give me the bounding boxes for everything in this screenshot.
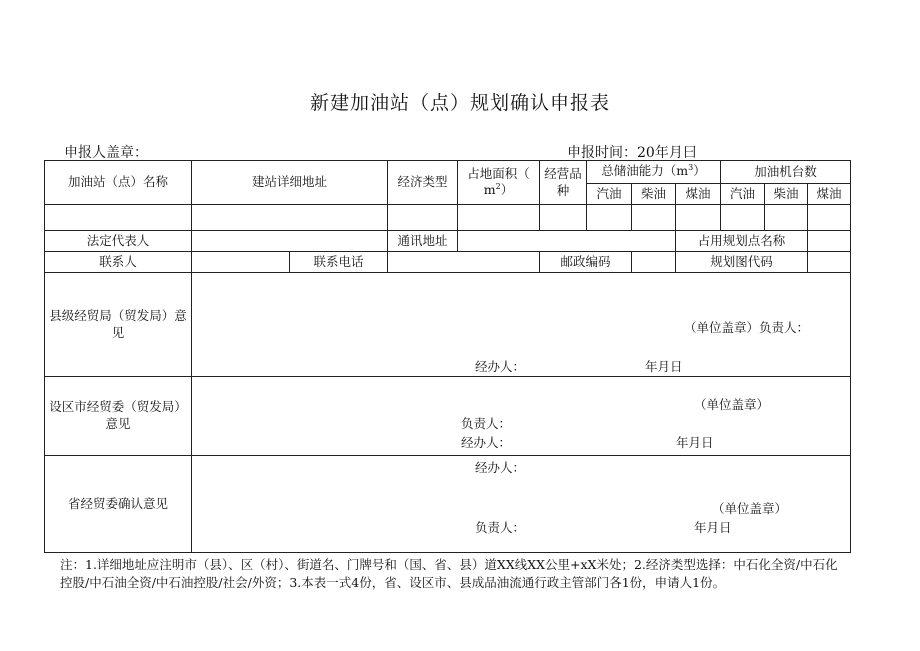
county-opinion-area[interactable] <box>192 273 851 377</box>
contact-label: 联系人 <box>45 252 192 273</box>
county-seal-label: （单位盖章）负责人： <box>684 320 810 335</box>
pumps-gasoline-input[interactable] <box>721 205 765 231</box>
col-address: 建站详细地址 <box>192 161 388 205</box>
province-seal-label: （单位盖章） <box>712 501 788 516</box>
pumps-diesel: 柴油 <box>765 184 808 205</box>
planning-point-input[interactable] <box>808 231 851 252</box>
county-opinion-label: 县级经贸局（贸发局）意见 <box>45 273 192 377</box>
province-date-label: 年月日 <box>694 520 732 535</box>
phone-input[interactable] <box>388 252 540 273</box>
province-handler-label: 经办人： <box>475 460 526 475</box>
col-pumps: 加油机台数 <box>721 161 851 184</box>
storage-kerosene-input[interactable] <box>676 205 721 231</box>
form-title: 新建加油站（点）规划确认申报表 <box>309 92 610 114</box>
city-date-label: 年月日 <box>676 435 714 450</box>
province-opinion-area[interactable] <box>192 456 851 553</box>
col-storage: 总储油能力$(m^3)$ <box>587 161 721 184</box>
econ-type-input[interactable] <box>388 205 458 231</box>
application-form-table <box>44 160 851 553</box>
city-seal-label: （单位盖章） <box>694 397 770 412</box>
map-code-input[interactable] <box>808 252 851 273</box>
pumps-kerosene-input[interactable] <box>808 205 851 231</box>
county-date-label: 年月日 <box>645 359 683 374</box>
postcode-input[interactable] <box>632 252 676 273</box>
col-business-type: 经营品种 <box>540 161 587 205</box>
legal-rep-input[interactable] <box>192 231 388 252</box>
province-responsible-label: 负责人： <box>475 520 526 535</box>
legal-rep-label: 法定代表人 <box>45 231 192 252</box>
storage-diesel: 柴油 <box>632 184 676 205</box>
address-input[interactable] <box>192 205 388 231</box>
pumps-diesel-input[interactable] <box>765 205 808 231</box>
postcode-label: 邮政编码 <box>540 252 632 273</box>
col-econ-type: 经济类型 <box>388 161 458 205</box>
data-entry-row <box>45 205 851 231</box>
pumps-gasoline: 汽油 <box>721 184 765 205</box>
county-handler-label: 经办人： <box>475 359 526 374</box>
map-code-label: 规划图代码 <box>676 252 808 273</box>
station-name-input[interactable] <box>45 205 192 231</box>
col-area: 占地面积（ $m^2$） <box>458 161 540 205</box>
storage-gasoline: 汽油 <box>587 184 632 205</box>
application-date: 申报时间：20年月曰 <box>567 145 697 161</box>
mail-addr-input[interactable] <box>458 231 676 252</box>
footnote: 注：1.详细地址应注明市（县）、区（村）、街道名、门牌号和（国、省、县）道XX线XX公里+xX米处；2.经济类型选择：中石化全资/中石化控股/中石油全资/中石油控股/社会/外资；3.本表一式4份，省、设区市、县成品油流通行政主管部门各1份，申请人1份。 <box>60 557 838 590</box>
mail-addr-label: 通讯地址 <box>388 231 458 252</box>
storage-diesel-input[interactable] <box>632 205 676 231</box>
storage-kerosene: 煤油 <box>676 184 721 205</box>
city-opinion-area[interactable] <box>192 377 851 456</box>
city-responsible-label: 负责人： <box>461 416 512 431</box>
storage-gasoline-input[interactable] <box>587 205 632 231</box>
area-input[interactable] <box>458 205 540 231</box>
pumps-kerosene: 煤油 <box>808 184 851 205</box>
applicant-seal-label: 申报人盖章： <box>64 145 148 161</box>
business-type-input[interactable] <box>540 205 587 231</box>
contact-input[interactable] <box>192 252 290 273</box>
planning-point-label: 占用规划点名称 <box>676 231 808 252</box>
col-station-name: 加油站（点）名称 <box>45 161 192 205</box>
phone-label: 联系电话 <box>290 252 388 273</box>
city-opinion-label: 设区市经贸委（贸发局）意见 <box>45 377 192 456</box>
province-opinion-label: 省经贸委确认意见 <box>45 456 192 553</box>
city-handler-label: 经办人： <box>461 435 512 450</box>
